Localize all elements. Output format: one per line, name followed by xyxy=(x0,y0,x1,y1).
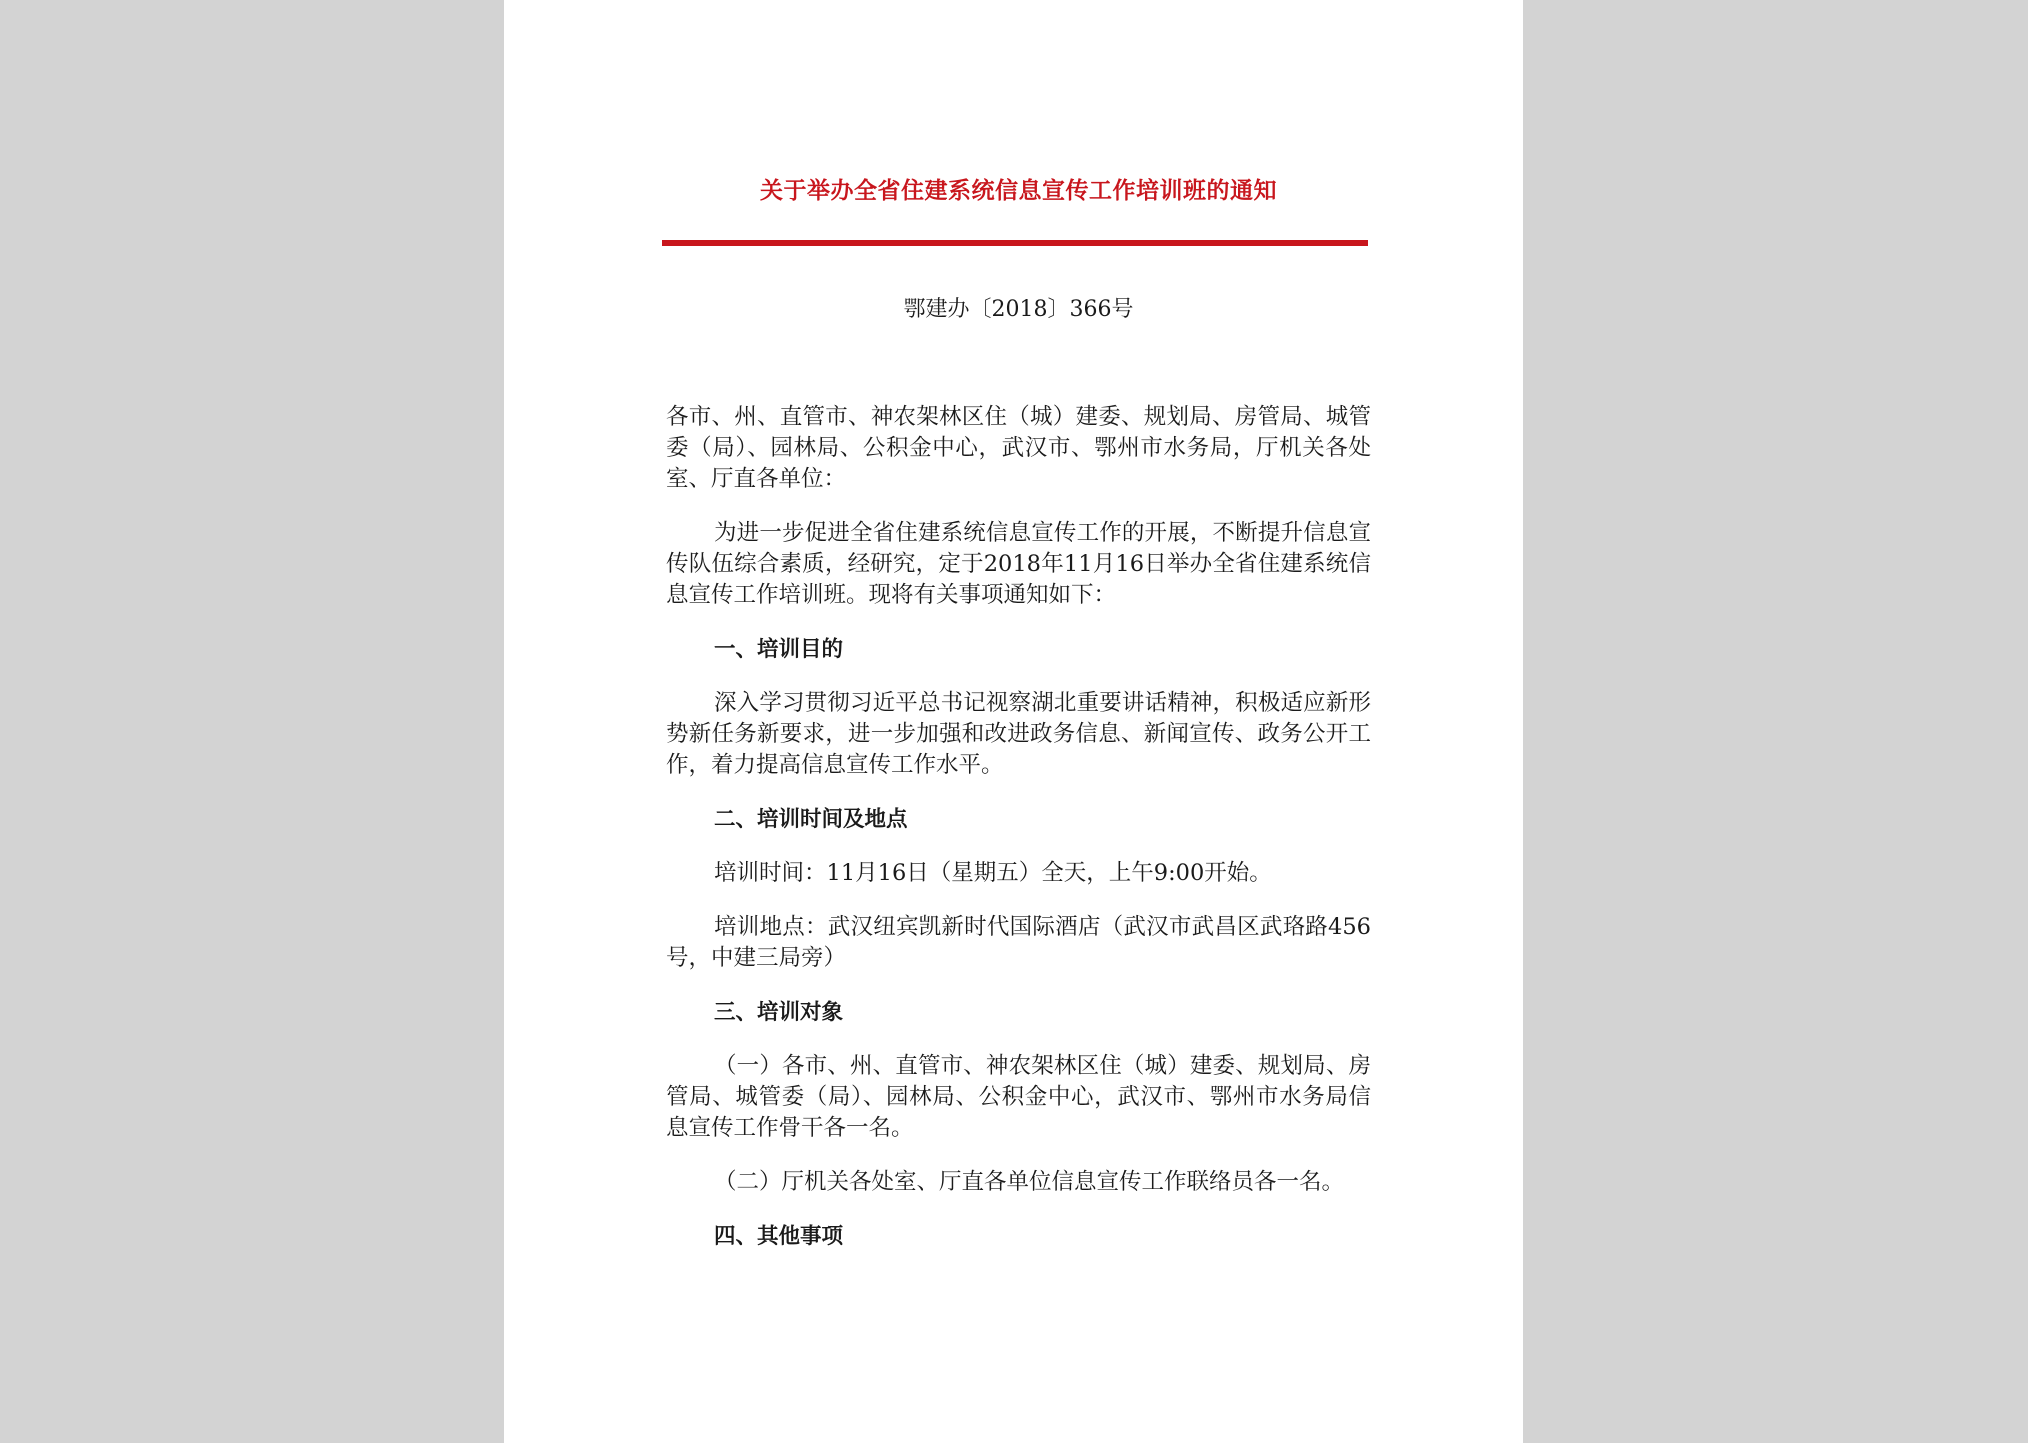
section-heading-participants: 三、培训对象 xyxy=(714,1000,844,1025)
intro-paragraph: 为进一步促进全省住建系统信息宣传工作的开展，不断提升信息宣传队伍综合素质，经研究，定于2018年11月16日举办全省住建系统信息宣传工作培训班。现将有关事项通知如下： xyxy=(666,520,1371,608)
addressee-paragraph: 各市、州、直管市、神农架林区住（城）建委、规划局、房管局、城管委（局）、园林局、公积金中心，武汉市、鄂州市水务局，厅机关各处室、厅直各单位： xyxy=(666,404,1371,492)
document-title: 关于举办全省住建系统信息宣传工作培训班的通知 xyxy=(760,177,1277,204)
training-location-paragraph: 培训地点：武汉纽宾凯新时代国际酒店（武汉市武昌区武珞路456号，中建三局旁） xyxy=(666,914,1371,971)
document-page xyxy=(504,0,1523,1443)
section-heading-purpose: 一、培训目的 xyxy=(714,637,844,662)
purpose-paragraph: 深入学习贯彻习近平总书记视察湖北重要讲话精神，积极适应新形势新任务新要求，进一步加强和改进政务信息、新闻宣传、政务公开工作，着力提高信息宣传工作水平。 xyxy=(666,690,1371,778)
document-body xyxy=(666,402,1371,1275)
training-time-paragraph: 培训时间：11月16日（星期五）全天，上午9:00开始。 xyxy=(714,860,1272,886)
red-header-rule xyxy=(662,240,1368,246)
participants-paragraph-1: （一）各市、州、直管市、神农架林区住（城）建委、规划局、房管局、城管委（局）、园林局、公积金中心，武汉市、鄂州市水务局信息宣传工作骨干各一名。 xyxy=(666,1053,1371,1141)
document-number: 鄂建办〔2018〕366号 xyxy=(903,297,1134,322)
section-heading-time-place: 二、培训时间及地点 xyxy=(714,807,908,832)
section-heading-other: 四、其他事项 xyxy=(714,1224,844,1249)
participants-paragraph-2: （二）厅机关各处室、厅直各单位信息宣传工作联络员各一名。 xyxy=(714,1169,1345,1195)
